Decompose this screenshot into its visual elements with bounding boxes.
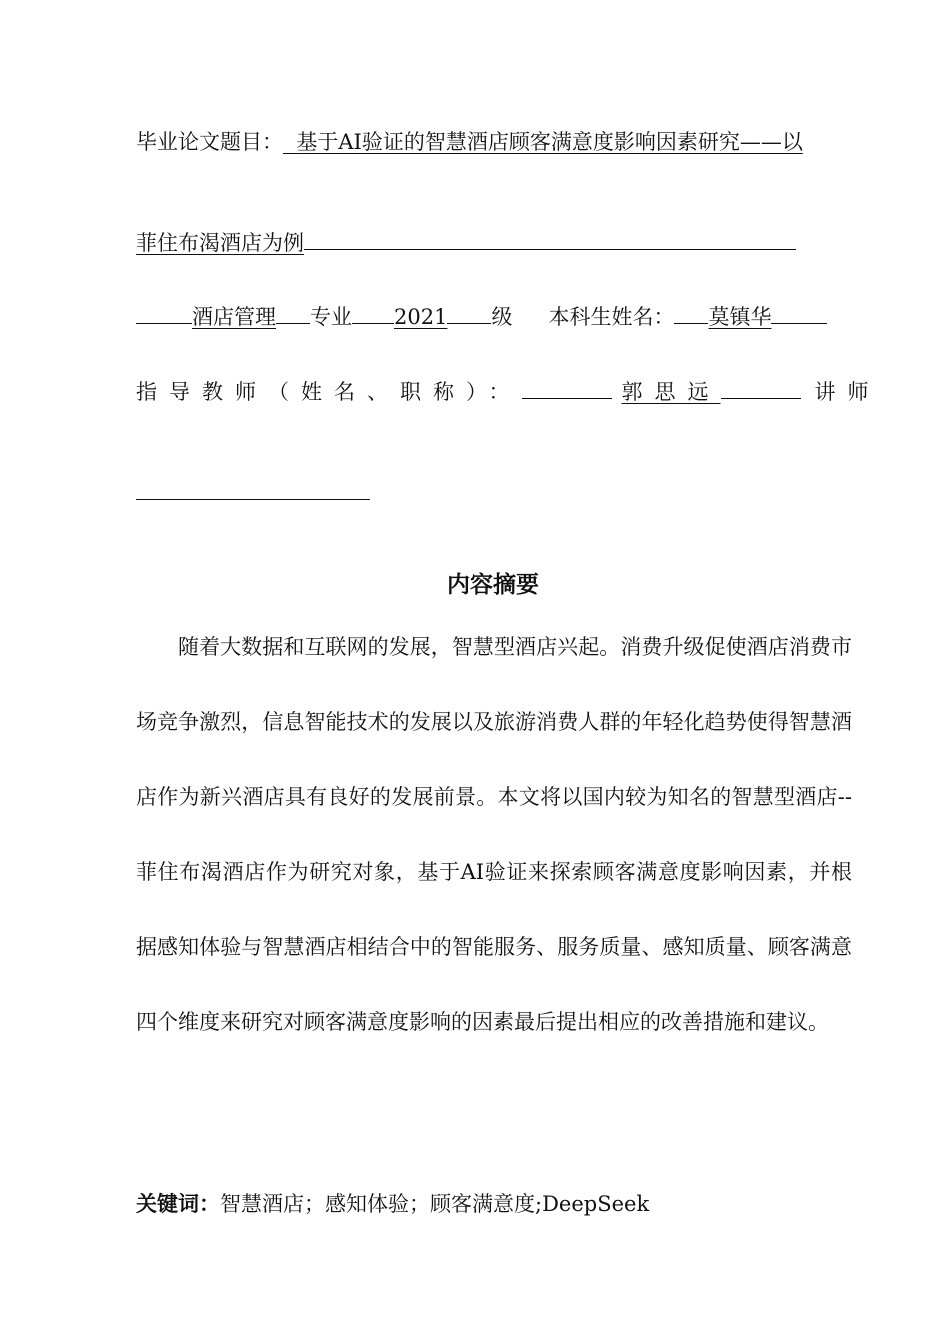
student-label: 本科生姓名： [548, 305, 675, 329]
abstract-paragraph: 随着大数据和互联网的发展，智慧型酒店兴起。消费升级促使酒店消费市场竞争激烈，信息智能技术的发展以及旅游消费人群的年轻化趋势使得智慧酒店作为新兴酒店具有良好的发展前景。本文将以国内较为知名的智慧型酒店--菲住布渴酒店作为研究对象，基于AI验证来探索顾客满意度影响因素，并根据感知体验与智慧酒店相结合中的智能服务、服务质量、感知质量、顾客满意四个维度来研究对顾客满意度影响的因素最后提出相应的改善措施和建议。 [136, 635, 852, 1034]
major-blank-right [276, 301, 310, 324]
keywords-value: 智慧酒店；感知体验；顾客满意度;DeepSeek [220, 1192, 650, 1216]
major-value: 酒店管理 [192, 305, 276, 329]
grade-blank-left [352, 301, 394, 324]
thesis-title-line-1 [136, 127, 803, 157]
thesis-title-line-2 [136, 227, 796, 258]
advisor-blank-left [522, 376, 612, 399]
thesis-title-text-2: 菲住布渴酒店为例 [136, 231, 304, 255]
advisor-label: 指导教师（姓名、职称）： [136, 380, 522, 404]
major-label: 专业 [310, 305, 352, 329]
advisor-blank-mid [721, 376, 801, 399]
advisor-title: 讲师 [814, 380, 881, 404]
advisor-underline-continuation [136, 499, 370, 500]
keywords-label: 关键词： [136, 1192, 220, 1216]
advisor-name: 郭思远 [621, 380, 721, 404]
title-underline-blank [304, 227, 796, 250]
student-blank-right [771, 301, 827, 324]
thesis-title-text-1: 基于AI验证的智慧酒店顾客满意度影响因素研究——以 [296, 130, 803, 154]
grade-label: 级 [491, 305, 513, 329]
student-blank-left [674, 301, 708, 324]
keywords-line [136, 1188, 649, 1218]
major-grade-student-line [136, 301, 827, 332]
abstract-heading: 内容摘要 [447, 572, 539, 598]
student-name: 莫镇华 [708, 305, 772, 329]
grade-blank-right [447, 301, 491, 324]
major-blank-left [136, 301, 192, 324]
advisor-line [136, 376, 881, 407]
abstract-body [136, 610, 852, 1060]
thesis-title-label: 毕业论文题目： [136, 130, 283, 154]
grade-value: 2021 [394, 305, 448, 329]
